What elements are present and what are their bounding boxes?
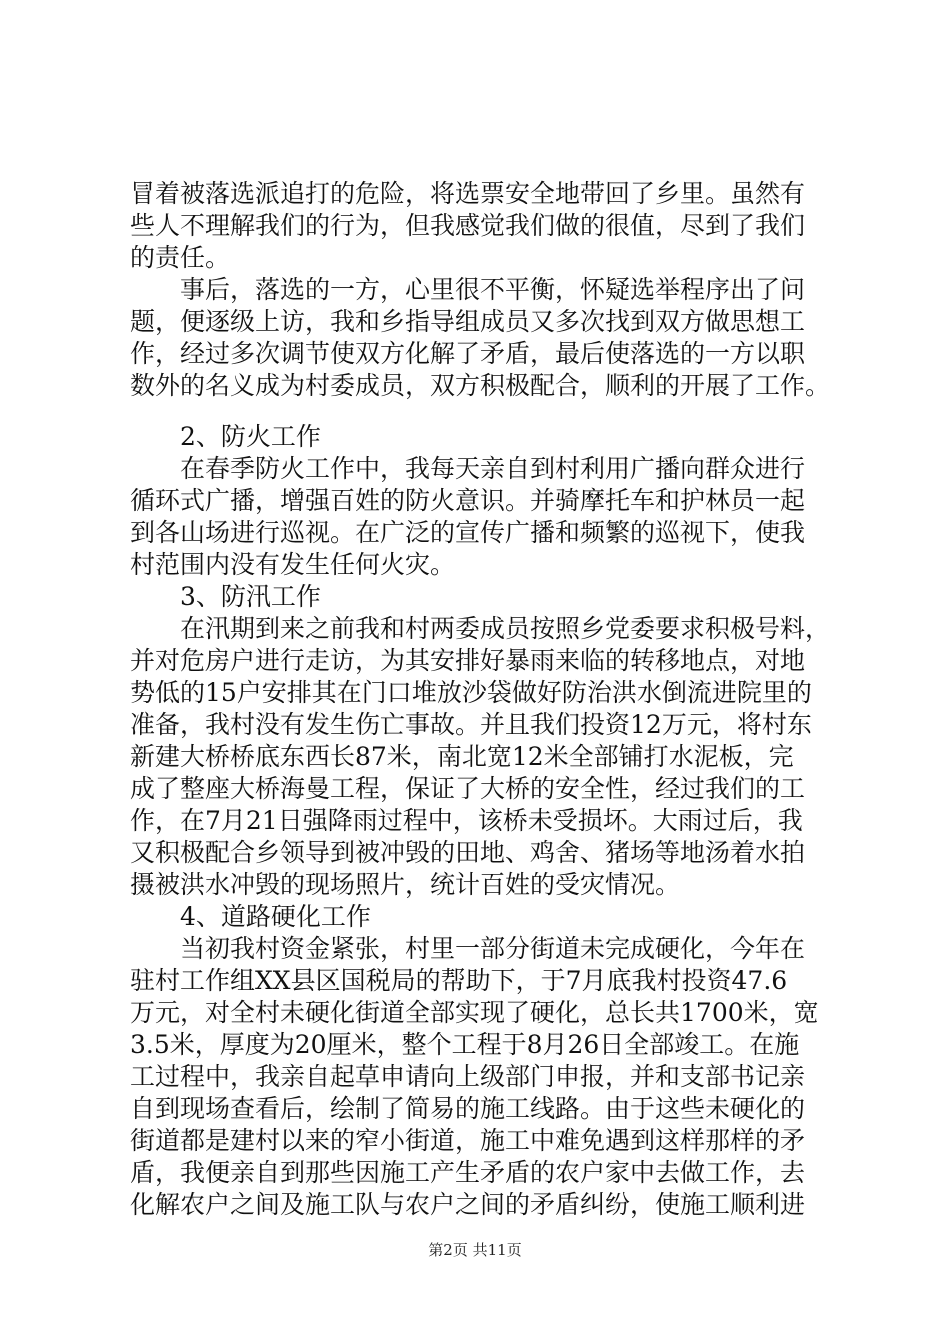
section-heading: 2、防火工作	[130, 422, 321, 451]
text-line: 化解农户之间及施工队与农户之间的矛盾纠纷，使施工顺利进	[130, 1190, 806, 1219]
text-line: 驻村工作组XX县区国税局的帮助下，于7月底我村投资47.6	[130, 966, 788, 995]
text-line: 新建大桥桥底东西长87米，南北宽12米全部铺打水泥板，完	[130, 742, 794, 771]
text-line: 些人不理解我们的行为，但我感觉我们做的很值，尽到了我们	[130, 211, 806, 240]
text-line: 的责任。	[130, 243, 231, 272]
section-heading: 3、防汛工作	[130, 582, 321, 611]
text-line: 并对危房户进行走访，为其安排好暴雨来临的转移地点，对地	[130, 646, 806, 675]
text-line: 循环式广播，增强百姓的防火意识。并骑摩托车和护林员一起	[130, 486, 806, 515]
text-line: 作，经过多次调节使双方化解了矛盾，最后使落选的一方以职	[130, 339, 806, 368]
text-line: 万元，对全村未硬化街道全部实现了硬化，总长共1700米，宽	[130, 998, 819, 1027]
text-line: 在汛期到来之前我和村两委成员按照乡党委要求积极号料，	[130, 614, 831, 643]
text-line: 当初我村资金紧张，村里一部分街道未完成硬化，今年在	[130, 934, 806, 963]
text-line: 势低的15户安排其在门口堆放沙袋做好防治洪水倒流进院里的	[130, 678, 812, 707]
text-line: 村范围内没有发生任何火灾。	[130, 550, 456, 579]
text-line: 事后，落选的一方，心里很不平衡，怀疑选举程序出了问	[130, 275, 806, 304]
text-line: 工过程中，我亲自起草申请向上级部门申报，并和支部书记亲	[130, 1062, 806, 1091]
text-line: 摄被洪水冲毁的现场照片，统计百姓的受灾情况。	[130, 870, 681, 899]
text-line: 冒着被落选派追打的危险，将选票安全地带回了乡里。虽然有	[130, 179, 806, 208]
text-line: 作，在7月21日强降雨过程中，该桥未受损坏。大雨过后，我	[130, 806, 803, 835]
text-line: 自到现场查看后，绘制了简易的施工线路。由于这些未硬化的	[130, 1094, 806, 1123]
text-line: 又积极配合乡领导到被冲毁的田地、鸡舍、猪场等地汤着水拍	[130, 838, 806, 867]
section-heading: 4、道路硬化工作	[130, 902, 371, 931]
text-line: 街道都是建村以来的窄小街道，施工中难免遇到这样那样的矛	[130, 1126, 806, 1155]
text-line: 在春季防火工作中，我每天亲自到村利用广播向群众进行	[130, 454, 806, 483]
text-line: 成了整座大桥海曼工程，保证了大桥的安全性，经过我们的工	[130, 774, 806, 803]
text-line: 准备，我村没有发生伤亡事故。并且我们投资12万元，将村东	[130, 710, 812, 739]
text-line: 题，便逐级上访，我和乡指导组成员又多次找到双方做思想工	[130, 307, 806, 336]
text-line: 3.5米，厚度为20厘米，整个工程于8月26日全部竣工。在施	[130, 1030, 800, 1059]
text-line: 到各山场进行巡视。在广泛的宣传广播和频繁的巡视下，使我	[130, 518, 806, 547]
text-line: 数外的名义成为村委成员，双方积极配合，顺利的开展了工作。	[130, 371, 831, 400]
text-line: 盾，我便亲自到那些因施工产生矛盾的农户家中去做工作，去	[130, 1158, 806, 1187]
page-number: 第2页 共11页	[428, 1241, 522, 1259]
